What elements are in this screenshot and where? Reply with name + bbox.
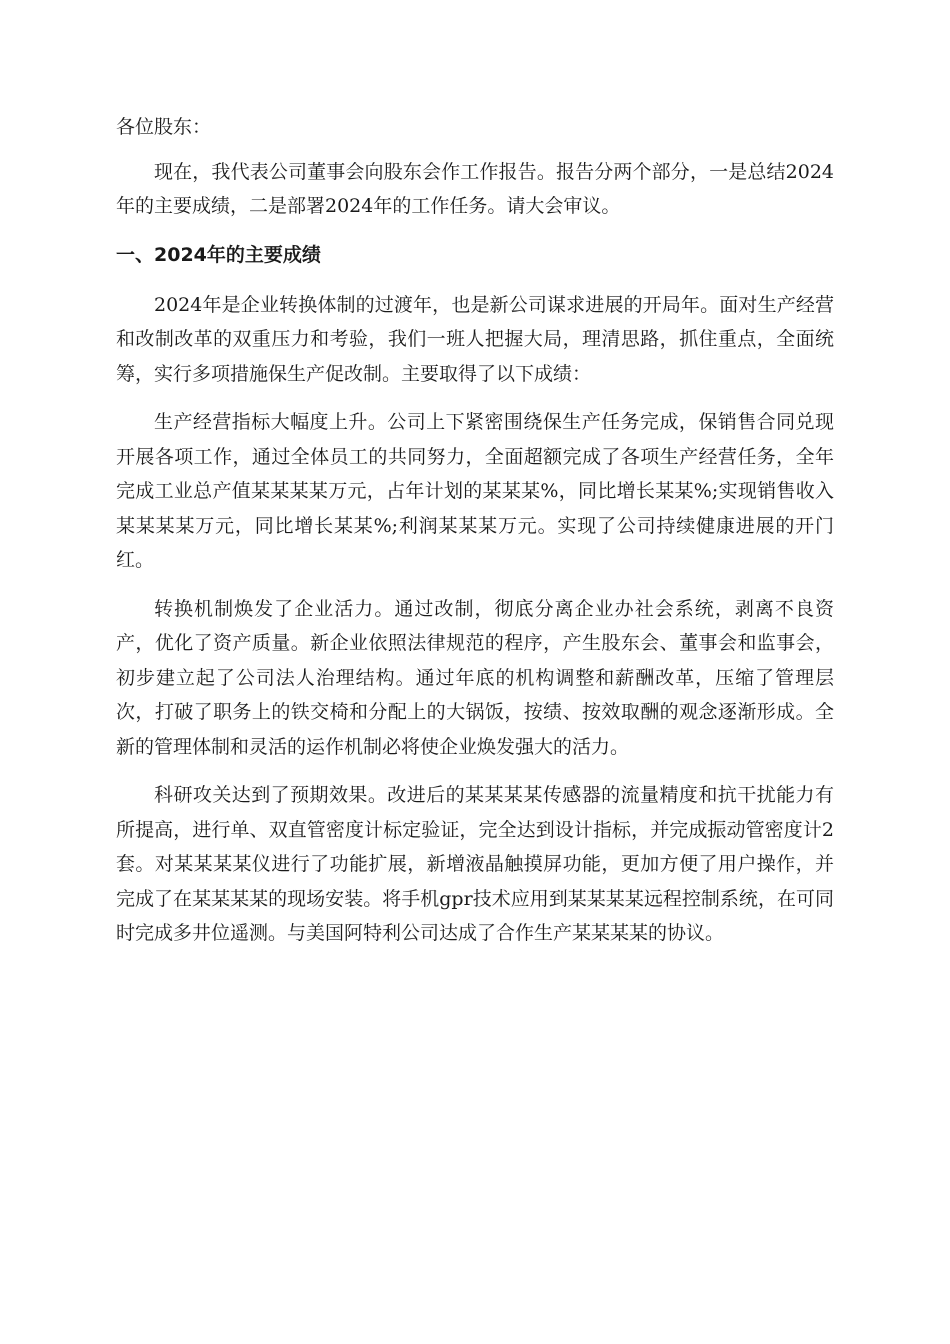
section-heading: 一、2024年的主要成绩: [116, 243, 321, 266]
body-paragraph-production: 生产经营指标大幅度上升。公司上下紧密围绕保生产任务完成，保销售合同兑现开展各项工作，通过全体员工的共同努力，全面超额完成了各项生产经营任务，全年完成工业总产值某某某某万元，占年计划的某某某%，同比增长某某%;实现销售收入某某某某万元，同比增长某某%;利润某某某万元。实现了公司持续健康进展的开门红。: [116, 411, 834, 571]
document-body: [116, 110, 834, 965]
body-paragraph-overview: 2024年是企业转换体制的过渡年，也是新公司谋求进展的开局年。面对生产经营和改制改革的双重压力和考验，我们一班人把握大局，理清思路，抓住重点，全面统筹，实行多项措施保生产促改制。主要取得了以下成绩：: [116, 293, 834, 385]
intro-paragraph: 现在，我代表公司董事会向股东会作工作报告。报告分两个部分，一是总结2024年的主要成绩，二是部署2024年的工作任务。请大会审议。: [116, 160, 834, 217]
body-paragraph-mechanism: 转换机制焕发了企业活力。通过改制，彻底分离企业办社会系统，剥离不良资产，优化了资产质量。新企业依照法律规范的程序，产生股东会、董事会和监事会，初步建立起了公司法人治理结构。通过年底的机构调整和薪酬改革，压缩了管理层次，打破了职务上的铁交椅和分配上的大锅饭，按绩、按效取酬的观念逐渐形成。全新的管理体制和灵活的运作机制必将使企业焕发强大的活力。: [116, 597, 834, 758]
salutation: 各位股东：: [116, 116, 212, 138]
body-paragraph-research: 科研攻关达到了预期效果。改进后的某某某某传感器的流量精度和抗干扰能力有所提高，进行单、双直管密度计标定验证，完全达到设计指标，并完成振动管密度计2套。对某某某某仪进行了功能扩展，新增液晶触摸屏功能，更加方便了用户操作，并完成了在某某某某的现场安装。将手机gpr技术应用到某某某某远程控制系统，在可同时完成多井位遥测。与美国阿特利公司达成了合作生产某某某某的协议。: [116, 784, 834, 944]
